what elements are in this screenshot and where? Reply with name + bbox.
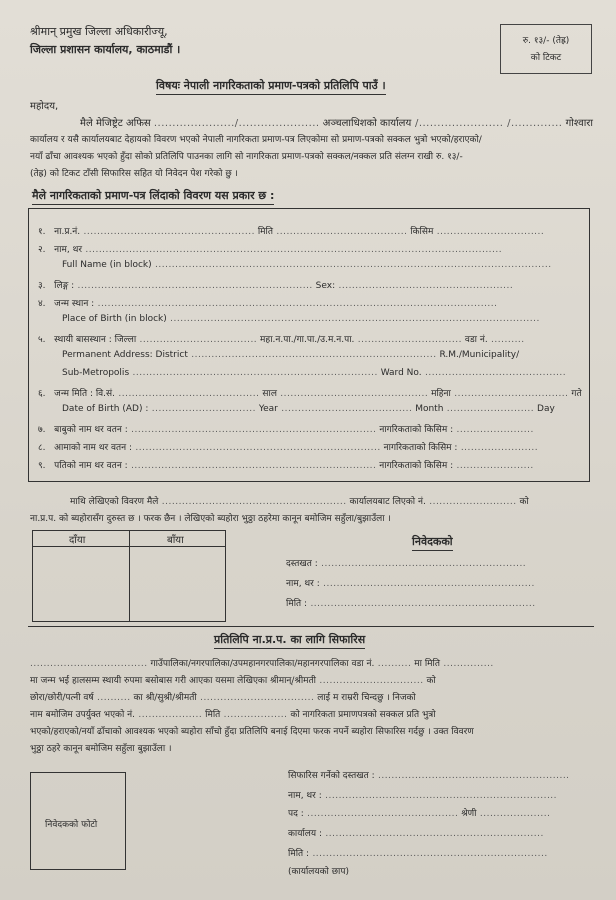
applicant-title: निवेदकको: [412, 534, 453, 551]
ticket-box: [500, 24, 592, 74]
declaration-line-1: माथि लेखिएको विवरण मैले ....................................................... कार्यालयबाट लिएको नं. .......................... को: [70, 497, 529, 507]
row5-en: Permanent Address: District ......................................................................... R.M./Municipality/: [62, 350, 520, 360]
applicant-date: मिति : ...................................................................: [286, 599, 536, 609]
section-divider: [28, 626, 594, 627]
photo-label: निवेदकको फोटो: [45, 820, 98, 830]
addressee-line: श्रीमान् प्रमुख जिल्ला अधिकारीज्यू,: [30, 25, 168, 38]
row5-en2: Sub-Metropolis ......................................................................... Ward No. ..........................................: [62, 368, 567, 378]
applicant-photo-box: [30, 772, 126, 870]
row9: ९. पतिको नाम थर वतन : ......................................................................... नागरिकताको किसिम : .......................: [38, 461, 534, 471]
recommendation-line-6: भुठ्ठा ठहरे कानून बमोजिम सहुँला बुझाउँला ।: [30, 744, 172, 754]
intro-line-3: नयाँ ढाँचा आवश्यक भएको हुँदा सोको प्रतिलिपि पाउनका लागि सो नागरिकता प्रमाण-पत्रको सक्कल/नक्कल प्रति संलग्न राखी रु. १३/-: [30, 152, 463, 162]
recommendation-line-5: भएको/हराएको/नयाँ ढाँचाको आवश्यक भएको ब्यहोरा साँचो हुँदा प्रतिलिपि बनाई दिएमा फरक नपर्ने ब्यहोरा सिफारिस गर्दछु । उक्त विवरण: [30, 727, 474, 737]
row4-en: Place of Birth (in block) ..............................................................................................................: [62, 314, 540, 324]
applicant-signature: दस्तखत : .............................................................: [286, 559, 527, 569]
row7: ७. बाबुको नाम थर वतन : ......................................................................... नागरिकताको किसिम : .......................: [38, 425, 534, 435]
row3: ३. लिङ्ग : ...................................................................... Sex: ....................................................: [38, 281, 514, 291]
applicant-name: नाम, थर : ...............................................................: [286, 579, 535, 589]
recommender-signature: सिफारिस गर्नेको दस्तखत : .........................................................: [288, 771, 570, 781]
salutation: महोदय,: [30, 101, 59, 112]
recommendation-line-1: ................................... गाउँपालिका/नगरपालिका/उपमहानगरपालिका/महानगरपालिका वडा नं. .......... मा मिति ...............: [30, 659, 494, 669]
ticket-amount: रु. १३/- (तेह्र): [522, 36, 570, 46]
row6-en: Date of Birth (AD) : ............................... Year ....................................... Month .......................... Day: [62, 404, 555, 414]
recommendation-title: प्रतिलिपि ना.प्र.प. का लागि सिफारिस: [214, 632, 365, 649]
intro-line-2: कार्यालय र यसै कार्यालयबाट देहायको विवरण भएको नेपाली नागरिकता प्रमाण-पत्र लिएकोमा सो प्रमाण-पत्रको सक्कल भुत्रो भएको/हराएको/: [30, 135, 482, 145]
intro-line-1: मैले मेजिष्ट्रेट अफिस ....................../...................... अञ्चलाधिशको कार्यालय /....................... /.............. गोश्वारा: [80, 118, 593, 129]
subject-line: विषयः नेपाली नागरिकताको प्रमाण-पत्रको प्रतिलिपि पाउँ ।: [156, 78, 386, 95]
left-thumb-label: बाँया: [167, 535, 184, 546]
thumbprint-table: [32, 530, 226, 622]
recommendation-line-4: नाम बमोजिम उपर्युक्त भएको नं. ................... मिति ................... को नागरिकता प्रमाणपत्रको सक्कल प्रति भुत्रो: [30, 710, 436, 720]
recommendation-line-3: छोरा/छोरी/पत्नी वर्ष .......... का श्री/सुश्री/श्रीमती .................................. लाई म राम्ररी चिन्दछु । निजको: [30, 693, 416, 703]
recommendation-line-2: मा जन्म भई हालसम्म स्थायी रुपमा बसोबास गरी आएका यसमा लेखिएका श्रीमान्/श्रीमती ............................... को: [30, 676, 436, 686]
row2-en: Full Name (in block) ......................................................................................................................: [62, 260, 552, 270]
ticket-label: को टिकट: [530, 53, 562, 63]
recommender-name: नाम, थर : .....................................................................: [288, 791, 558, 801]
row5: ५. स्थायी बासस्थान : जिल्ला ................................... महा.न.पा./गा.पा./उ.म.न.पा. ............................... वडा नं. ..........: [38, 335, 525, 345]
declaration-line-2: ना.प्र.प. को ब्यहोरासँग दुरुस्त छ । फरक छैन । लेखिएको ब्यहोरा भुठ्ठा ठहरेमा कानून बमोजिम सहुँला/बुझाउँला ।: [30, 514, 391, 524]
right-thumb-label: दाँया: [69, 535, 86, 546]
row6: ६. जन्म मिति : वि.सं. .......................................... साल ............................................ महिना .................................. गते: [38, 389, 582, 399]
recommender-date: मिति : ......................................................................: [288, 849, 548, 859]
office-line: जिल्ला प्रशासन कार्यालय, काठमाडौं ।: [30, 43, 181, 56]
row8: ८. आमाको नाम थर वतन : ......................................................................... नागरिकताको किसिम : .......................: [38, 443, 539, 453]
recommender-post: पद : ............................................. श्रेणी .....................: [288, 809, 551, 819]
row1: १. ना.प्र.नं. ................................................... मिति ....................................... किसिम ................................: [38, 227, 545, 237]
recommender-office: कार्यालय : .................................................................: [288, 829, 544, 839]
section1-title: मैले नागरिकताको प्रमाण-पत्र लिंदाको विवरण यस प्रकार छ :: [32, 188, 274, 205]
office-stamp-label: (कार्यालयको छाप): [288, 867, 349, 877]
row4: ४. जन्म स्थान : .......................................................................................................................: [38, 299, 498, 309]
row2: २. नाम, थर ............................................................................................................................: [38, 245, 503, 255]
intro-line-4: (तेह्र) को टिकट टाँसी सिफारिस सहित यो निवेदन पेश गरेको छु ।: [30, 169, 238, 179]
